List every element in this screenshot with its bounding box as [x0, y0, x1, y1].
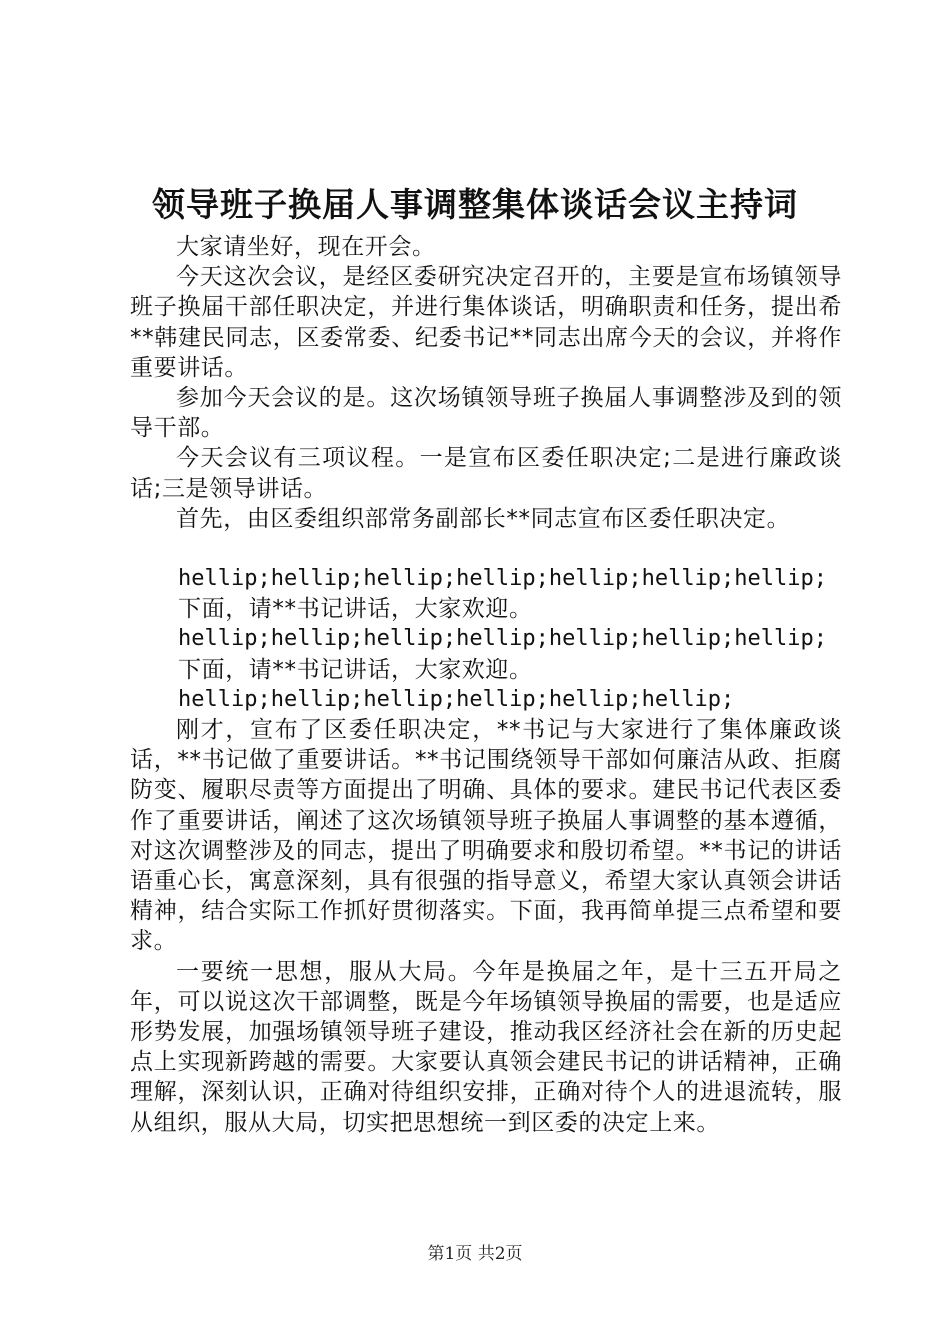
ellipsis-line: hellip;hellip;hellip;hellip;hellip;hellip; — [178, 686, 735, 712]
paragraph: 一要统一思想，服从大局。今年是换届之年，是十三五开局之年，可以说这次干部调整，既是今年场镇领导换届的需要，也是适应形势发展，加强场镇领导班子建设，推动我区经济社会在新的历史起点上实现新跨越的需要。大家要认真领会建民书记的讲话精神，正确理解，深刻认识，正确对待组织安排，正确对待个人的进退流转，服从组织，服从大局，切实把思想统一到区委的决定上来。 — [130, 958, 842, 1136]
blank-line — [130, 534, 842, 564]
ellipsis-line: hellip;hellip;hellip;hellip;hellip;hellip;hellip; — [178, 626, 828, 652]
paragraph: 大家请坐好，现在开会。 — [176, 234, 436, 260]
page-number: 第1页 共2页 — [427, 1244, 523, 1264]
document-body — [130, 232, 842, 1138]
paragraph: 今天这次会议，是经区委研究决定召开的，主要是宣布场镇领导班子换届干部任职决定，并进行集体谈话，明确职责和任务，提出希**韩建民同志，区委常委、纪委书记**同志出席今天的会议，并将作重要讲话。 — [130, 264, 842, 381]
paragraph: 首先，由区委组织部常务副部长**同志宣布区委任职决定。 — [176, 505, 791, 532]
speech-intro: 下面，请**书记讲话，大家欢迎。 — [178, 596, 533, 623]
document-title: 领导班子换届人事调整集体谈话会议主持词 — [152, 185, 798, 224]
paragraph: 刚才，宣布了区委任职决定，**书记与大家进行了集体廉政谈话，**书记做了重要讲话。**书记围绕领导干部如何廉洁从政、拒腐防变、履职尽责等方面提出了明确、具体的要求。建民书记代表区委作了重要讲话，阐述了这次场镇领导班子换届人事调整的基本遵循，对这次调整涉及的同志，提出了明确要求和殷切希望。**书记的讲话语重心长，寓意深刻，具有很强的指导意义，希望大家认真领会讲话精神，结合实际工作抓好贯彻落实。下面，我再简单提三点希望和要求。 — [130, 717, 842, 955]
paragraph: 参加今天会议的是。这次场镇领导班子换届人事调整涉及到的领导干部。 — [130, 385, 842, 442]
speech-intro: 下面，请**书记讲话，大家欢迎。 — [178, 656, 533, 683]
ellipsis-line: hellip;hellip;hellip;hellip;hellip;hellip;hellip; — [178, 566, 828, 592]
paragraph: 今天会议有三项议程。一是宣布区委任职决定;二是进行廉政谈话;三是领导讲话。 — [130, 445, 842, 502]
